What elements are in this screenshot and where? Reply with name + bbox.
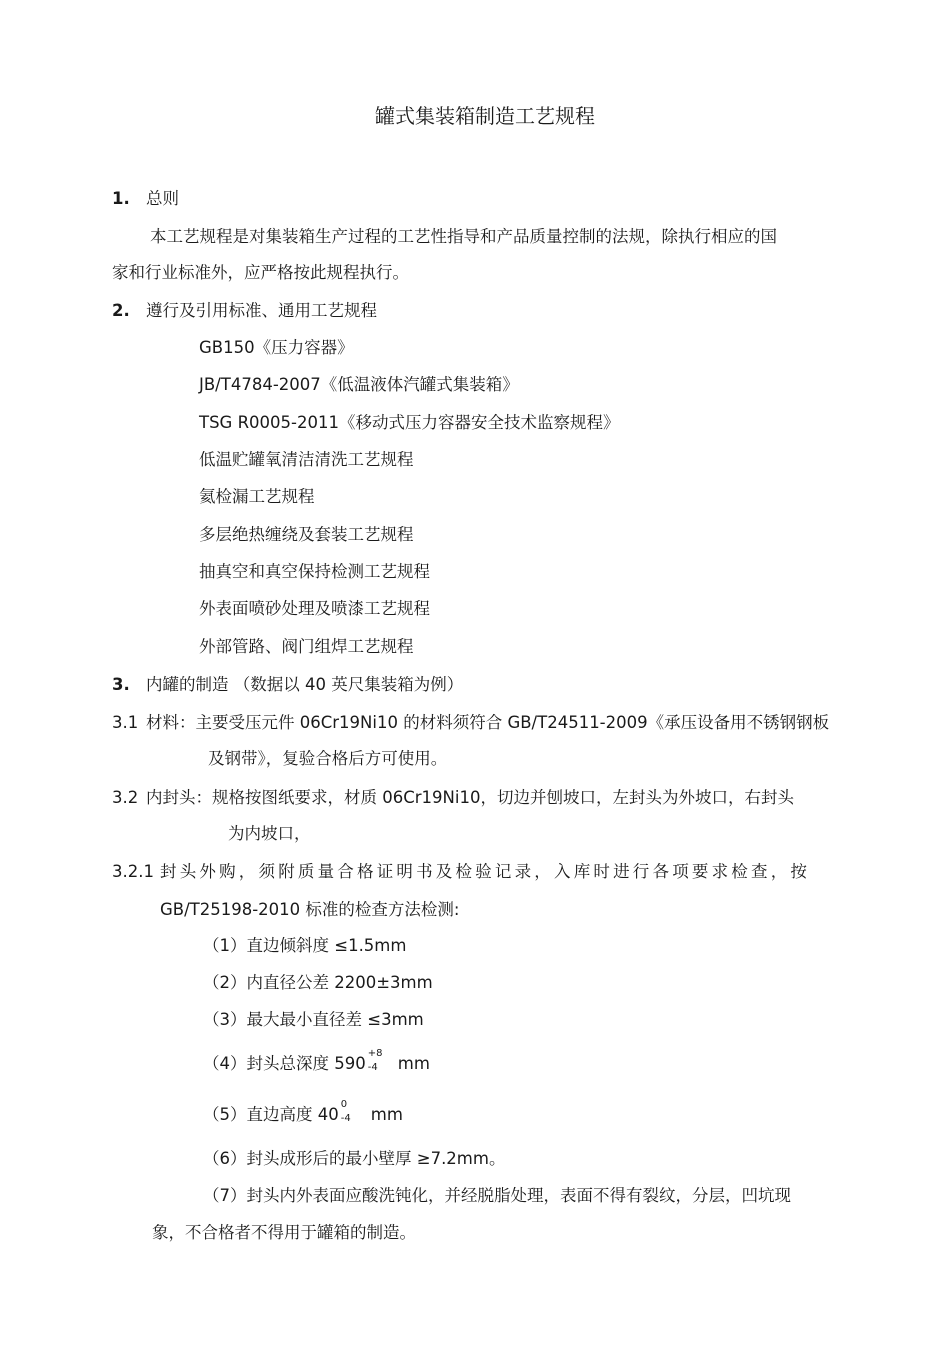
reference-item: 低温贮罐氧清洁清洗工艺规程 bbox=[199, 450, 414, 469]
section-1-heading bbox=[112, 188, 179, 210]
section-title: 遵行及引用标准、通用工艺规程 bbox=[146, 301, 377, 320]
subsection-number: 3.2.1 bbox=[112, 862, 154, 881]
section-title: 总则 bbox=[146, 189, 179, 208]
reference-item: 多层绝热缠绕及套装工艺规程 bbox=[199, 525, 414, 544]
section-1-paragraph-line: 家和行业标准外，应严格按此规程执行。 bbox=[112, 263, 409, 282]
requirement-label: （5）直边高度 40 bbox=[203, 1105, 339, 1124]
requirement-item bbox=[203, 1099, 403, 1126]
section-number: 2. bbox=[112, 301, 130, 320]
page-title: 罐式集装箱制造工艺规程 bbox=[375, 104, 595, 128]
section-number: 3. bbox=[112, 675, 130, 694]
subsection-3-1-line bbox=[112, 712, 829, 734]
tolerance bbox=[339, 1099, 353, 1126]
tolerance-lower: -4 bbox=[367, 1062, 378, 1073]
section-2-heading bbox=[112, 300, 377, 322]
requirement-item: （1）直边倾斜度 ≤1.5mm bbox=[203, 936, 407, 955]
subsection-3-2-1-line: GB/T25198-2010 标准的检查方法检测: bbox=[160, 900, 460, 919]
section-3-heading bbox=[112, 674, 463, 696]
section-1-paragraph-line: 本工艺规程是对集装箱生产过程的工艺性指导和产品质量控制的法规，除执行相应的国 bbox=[150, 227, 777, 246]
subsection-3-2-line: 为内坡口， bbox=[228, 824, 311, 843]
subsection-number: 3.2 bbox=[112, 788, 139, 807]
tolerance-upper: +8 bbox=[367, 1048, 383, 1059]
section-title: 内罐的制造 （数据以 40 英尺集装箱为例） bbox=[146, 675, 464, 694]
subsection-text: 封头外购，须附质量合格证明书及检验记录，入库时进行各项要求检查，按 bbox=[160, 862, 811, 881]
reference-item: TSG R0005-2011《移动式压力容器安全技术监察规程》 bbox=[199, 413, 620, 432]
requirement-item bbox=[203, 1048, 430, 1075]
tolerance-upper: 0 bbox=[340, 1099, 348, 1110]
subsection-3-1-line: 及钢带》，复验合格后方可使用。 bbox=[208, 749, 448, 768]
reference-item: 氦检漏工艺规程 bbox=[199, 487, 315, 506]
tolerance bbox=[366, 1048, 383, 1075]
tolerance-lower: -4 bbox=[340, 1113, 351, 1124]
requirement-label: （4）封头总深度 590 bbox=[203, 1054, 366, 1073]
requirement-item: （3）最大最小直径差 ≤3mm bbox=[203, 1010, 424, 1029]
reference-item: 外部管路、阀门组焊工艺规程 bbox=[199, 637, 414, 656]
requirement-item: （6）封头成形后的最小壁厚 ≥7.2mm。 bbox=[203, 1149, 506, 1168]
reference-item: JB/T4784-2007《低温液体汽罐式集装箱》 bbox=[199, 375, 519, 394]
reference-item: 外表面喷砂处理及喷漆工艺规程 bbox=[199, 599, 430, 618]
requirement-item: （2）内直径公差 2200±3mm bbox=[203, 973, 433, 992]
subsection-number: 3.1 bbox=[112, 713, 139, 732]
subsection-text: 内封头：规格按图纸要求，材质 06Cr19Ni10，切边并刨坡口，左封头为外坡口，右封头 bbox=[146, 788, 794, 807]
requirement-unit: mm bbox=[397, 1054, 430, 1073]
requirement-unit: mm bbox=[370, 1105, 403, 1124]
requirement-item-continuation: 象，不合格者不得用于罐箱的制造。 bbox=[152, 1223, 416, 1242]
subsection-3-2-line bbox=[112, 787, 794, 809]
requirement-item: （7）封头内外表面应酸洗钝化，并经脱脂处理，表面不得有裂纹，分层，凹坑现 bbox=[203, 1186, 791, 1205]
subsection-text: 材料：主要受压元件 06Cr19Ni10 的材料须符合 GB/T24511-2009《承压设备用不锈钢钢板 bbox=[146, 713, 830, 732]
subsection-3-2-1-line bbox=[112, 861, 810, 883]
section-number: 1. bbox=[112, 189, 130, 208]
reference-item: 抽真空和真空保持检测工艺规程 bbox=[199, 562, 430, 581]
reference-item: GB150《压力容器》 bbox=[199, 338, 354, 357]
